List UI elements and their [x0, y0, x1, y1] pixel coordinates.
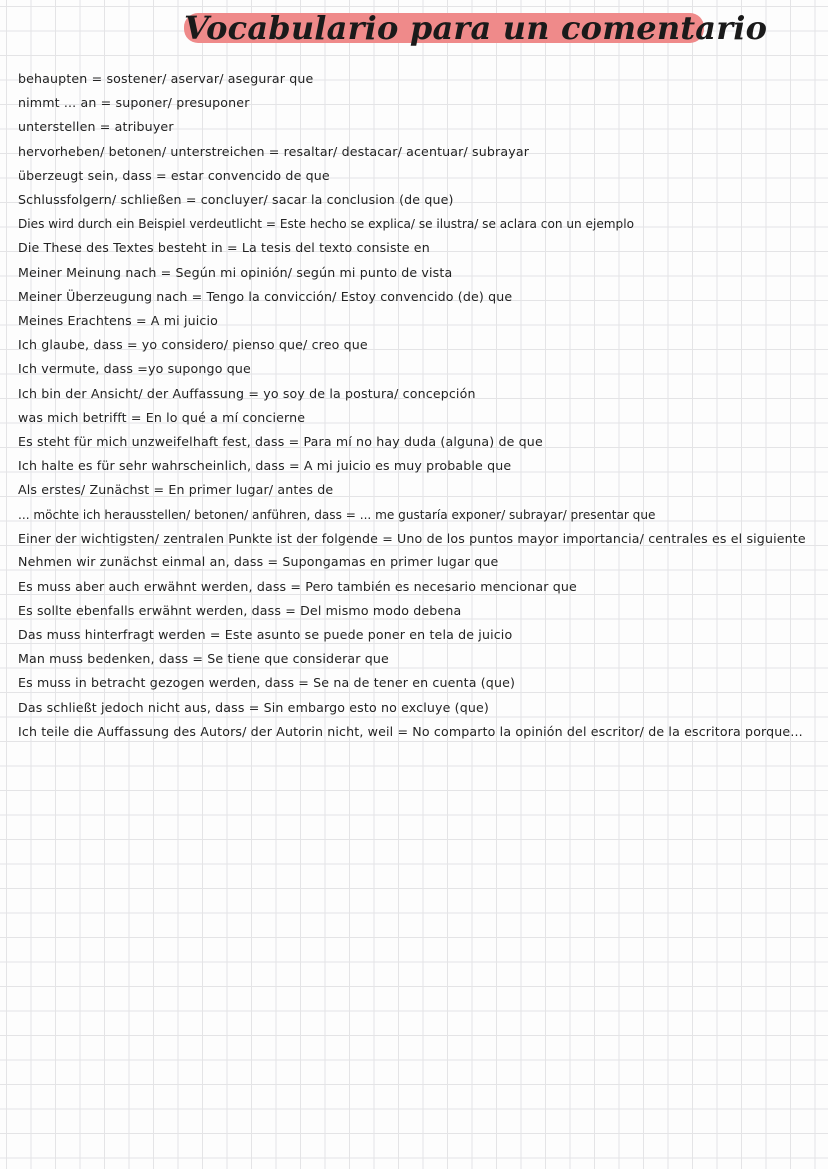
list-item: nimmt ... an = suponer/ presuponer: [18, 95, 250, 111]
vocabulary-list: [18, 67, 808, 743]
list-item: Ich halte es für sehr wahrscheinlich, dass = A mi juicio es muy probable que: [18, 458, 512, 474]
list-item: Meines Erachtens = A mi juicio: [18, 313, 218, 329]
list-item: Ich vermute, dass =yo supongo que: [18, 361, 251, 377]
list-item: Als erstes/ Zunächst = En primer lugar/ antes de: [18, 482, 334, 498]
list-item: Nehmen wir zunächst einmal an, dass = Supongamas en primer lugar que: [18, 554, 499, 570]
list-item: was mich betrifft = En lo qué a mí concierne: [18, 409, 306, 425]
list-item: Ich glaube, dass = yo considero/ pienso que/ creo que: [18, 337, 368, 353]
list-item: überzeugt sein, dass = estar convencido de que: [18, 167, 330, 183]
list-item: ... möchte ich herausstellen/ betonen/ anführen, dass = ... me gustaría exponer/ subrayar/ presentar que: [18, 507, 656, 522]
list-item: Die These des Textes besteht in = La tesis del texto consiste en: [18, 240, 430, 256]
list-item: unterstellen = atribuyer: [18, 119, 174, 135]
list-item: Einer der wichtigsten/ zentralen Punkte ist der folgende = Uno de los puntos mayor importancia/ centrales es el siguiente: [18, 530, 806, 546]
list-item: Es sollte ebenfalls erwähnt werden, dass = Del mismo modo debena: [18, 602, 462, 618]
list-item: Es steht für mich unzweifelhaft fest, dass = Para mí no hay duda (alguna) de que: [18, 434, 543, 450]
page-title: Vocabulario para un comentario: [184, 9, 768, 47]
list-item: hervorheben/ betonen/ unterstreichen = resaltar/ destacar/ acentuar/ subrayar: [18, 143, 530, 159]
list-item: Meiner Meinung nach = Según mi opinión/ según mi punto de vista: [18, 264, 453, 280]
list-item: Das muss hinterfragt werden = Este asunto se puede poner en tela de juicio: [18, 626, 513, 642]
list-item: Das schließt jedoch nicht aus, dass = Sin embargo esto no excluye (que): [18, 699, 489, 715]
list-item: behaupten = sostener/ aservar/ asegurar que: [18, 71, 314, 86]
list-item: Meiner Überzeugung nach = Tengo la convicción/ Estoy convencido (de) que: [18, 288, 513, 304]
list-item: Schlussfolgern/ schließen = concluyer/ sacar la conclusion (de que): [18, 192, 454, 208]
list-item: Ich teile die Auffassung des Autors/ der Autorin nicht, weil = No comparto la opinión del escritor/ de la escritora porque...: [18, 723, 803, 739]
list-item: Es muss in betracht gezogen werden, dass = Se na de tener en cuenta (que): [18, 675, 516, 691]
list-item: Ich bin der Ansicht/ der Auffassung = yo soy de la postura/ concepción: [18, 385, 476, 401]
title-block: [184, 8, 768, 48]
list-item: Dies wird durch ein Beispiel verdeutlicht = Este hecho se explica/ se ilustra/ se aclara con un ejemplo: [18, 217, 634, 232]
list-item: Man muss bedenken, dass = Se tiene que considerar que: [18, 651, 389, 667]
list-item: Es muss aber auch erwähnt werden, dass = Pero también es necesario mencionar que: [18, 578, 577, 594]
